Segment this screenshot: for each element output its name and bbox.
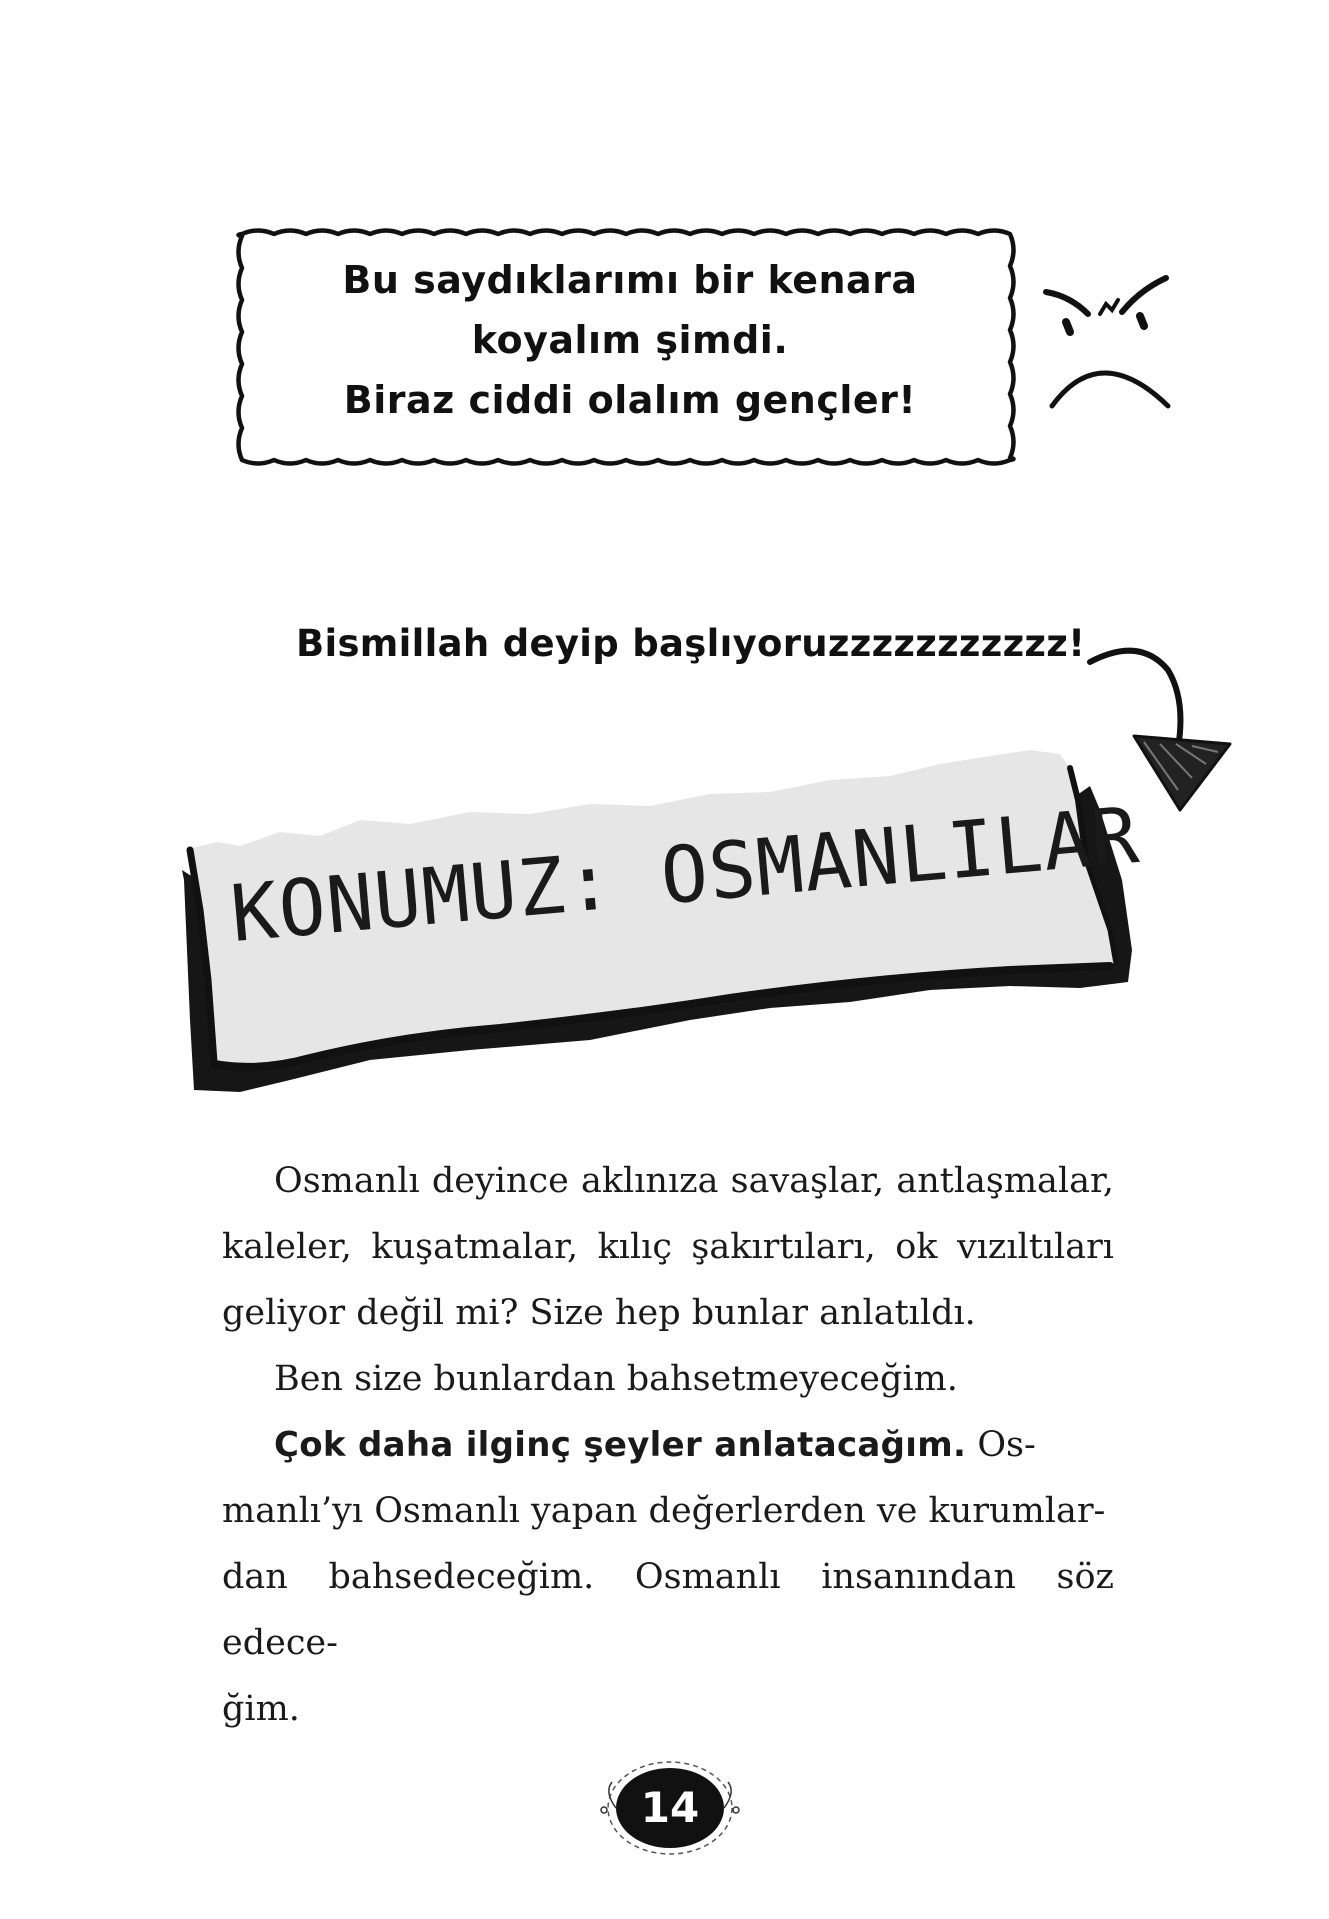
banner-title: KONUMUZ: OSMANLILAR (227, 790, 1143, 960)
paragraph-3 (222, 1412, 1114, 1478)
paragraph-1: Osmanlı deyince aklınıza savaşlar, antlaşmalar, kaleler, kuşatmalar, kılıç şakırtıları, ok vızıltıları geliyor değil mi? Size hep bunlar anlatıldı. (222, 1161, 1114, 1333)
bubble-line-1: Bu saydıklarımı bir kenara (342, 258, 918, 302)
bubble-line-3: Biraz ciddi olalım gençler! (343, 378, 917, 422)
paragraph-2: Ben size bunlardan bahsetmeyeceğim. (274, 1359, 958, 1399)
intro-line: Bismillah deyip başlıyoruzzzzzzzzzzz! (296, 622, 1086, 665)
paragraph-3-line-2: manlı’yı Osmanlı yapan değerlerden ve kurumlar- (222, 1491, 1106, 1531)
emphasis-sentence: Çok daha ilginç şeyler anlatacağım. (274, 1425, 967, 1465)
page-number: 14 (640, 1783, 700, 1832)
angry-face-icon (1040, 270, 1180, 430)
paragraph-3-line-3: dan bahsedeceğim. Osmanlı insanından söz edece- (222, 1557, 1114, 1663)
paragraph-3-text-a: Os- (977, 1425, 1036, 1465)
speech-bubble-text (270, 250, 990, 430)
paragraph-3-line-4: ğim. (222, 1689, 300, 1729)
body-text (222, 1148, 1114, 1742)
bubble-line-2: koyalım şimdi. (471, 318, 789, 362)
